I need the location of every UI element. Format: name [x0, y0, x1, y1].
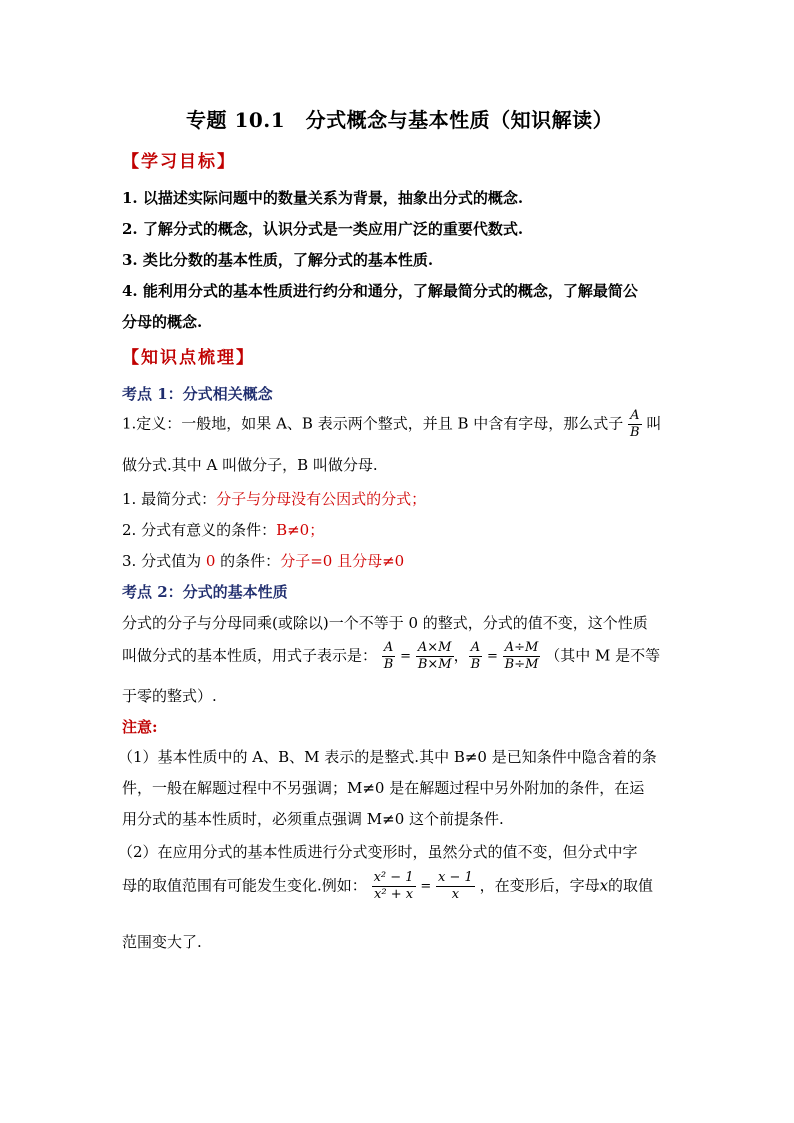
goal-item: 3. 类比分数的基本性质，了解分式的基本性质. [122, 251, 434, 269]
property-formula-line [122, 640, 660, 673]
item-label: 2. 分式有意义的条件： [122, 521, 277, 539]
fraction-numerator: A×M [416, 640, 454, 657]
fraction-denominator: B [630, 425, 640, 440]
property-text-3: 于零的整式）. [122, 687, 217, 705]
note-paragraph-2: 范围变大了. [122, 933, 202, 951]
fraction-a-over-b [628, 408, 642, 441]
meaningful-condition-line [122, 519, 324, 540]
fraction-numerator: A÷M [503, 640, 541, 657]
goal-item: 4. 能利用分式的基本性质进行约分和通分，了解最简分式的概念，了解最简公 [122, 282, 638, 300]
example-line [122, 870, 653, 903]
fraction [503, 640, 541, 673]
fraction-numerator: x − 1 [438, 870, 473, 885]
fraction-denominator: B÷M [504, 657, 539, 672]
fraction [382, 640, 396, 673]
fraction [416, 640, 454, 673]
comma: ， [453, 646, 469, 665]
note-paragraph-1: 用分式的基本性质时，必须重点强调 M≠0 这个前提条件. [122, 810, 504, 828]
fraction-denominator: B×M [417, 657, 452, 672]
property-text-tail: （其中 M 是不等 [545, 646, 661, 665]
fraction-denominator: x² + x [374, 887, 414, 902]
variable-x: x [599, 876, 609, 895]
fraction [372, 870, 416, 903]
equals-sign: = [486, 649, 498, 664]
item-value: 分子=0 且分母≠0 [280, 552, 405, 570]
note-paragraph-1: （1）基本性质中的 A、B、M 表示的是整式.其中 B≠0 是已知条件中隐含着的条 [118, 748, 657, 766]
fraction [436, 870, 475, 903]
note-paragraph-2: ，在变形后，字母 [479, 876, 600, 895]
fraction-numerator: x² − 1 [373, 870, 414, 885]
item-label: 的条件： [215, 552, 281, 570]
note-paragraph-2: （2）在应用分式的基本性质进行分式变形时，虽然分式的值不变，但分式中字 [118, 843, 638, 861]
fraction-denominator: B [470, 657, 481, 672]
goal-item: 2. 了解分式的概念，认识分式是一类应用广泛的重要代数式. [122, 220, 524, 238]
definition-text-end: 叫 [646, 414, 662, 433]
knowledge-points-heading: 【知识点梳理】 [122, 348, 255, 368]
item-label: 1. 最简分式： [122, 490, 217, 508]
item-value: B≠0； [276, 521, 325, 539]
note-paragraph-2: 母的取值范围有可能发生变化.例如： [122, 876, 367, 895]
item-value: 分子与分母没有公因式的分式； [216, 490, 427, 508]
equals-sign: = [420, 879, 432, 894]
fraction-numerator: A [382, 640, 396, 657]
equals-sign: = [400, 649, 412, 664]
fraction-denominator: B [383, 657, 394, 672]
fraction [469, 640, 483, 673]
note-paragraph-1: 件，一般在解题过程中不另强调；M≠0 是在解题过程中另外附加的条件，在运 [122, 779, 645, 797]
fraction-numerator: A [469, 640, 483, 657]
definition-line-2: 做分式.其中 A 叫做分子，B 叫做分母. [122, 456, 378, 474]
fraction-numerator: A [628, 408, 642, 425]
property-text-2: 叫做分式的基本性质，用式子表示是： [122, 646, 378, 665]
simplest-fraction-line [122, 488, 426, 509]
zero-value-condition-line [122, 550, 404, 571]
page-title: 专题 10.1 分式概念与基本性质（知识解读） [186, 108, 614, 132]
note-paragraph-2: 的取值 [608, 876, 654, 895]
point1-heading: 考点 1：分式相关概念 [122, 385, 273, 403]
definition-line [122, 408, 661, 441]
fraction-denominator: x [451, 887, 460, 902]
learning-goals-heading: 【学习目标】 [122, 152, 236, 172]
item-zero: 0 [205, 552, 216, 570]
item-label: 3. 分式值为 [122, 552, 206, 570]
goal-item: 分母的概念. [122, 313, 203, 331]
definition-text: 1.定义：一般地，如果 A、B 表示两个整式，并且 B 中含有字母，那么式子 [122, 414, 624, 433]
note-heading: 注意: [122, 718, 158, 736]
property-text-1: 分式的分子与分母同乘(或除以)一个不等于 0 的整式，分式的值不变，这个性质 [122, 614, 648, 632]
goal-item: 1. 以描述实际问题中的数量关系为背景，抽象出分式的概念. [122, 189, 524, 207]
point2-heading: 考点 2：分式的基本性质 [122, 583, 288, 601]
